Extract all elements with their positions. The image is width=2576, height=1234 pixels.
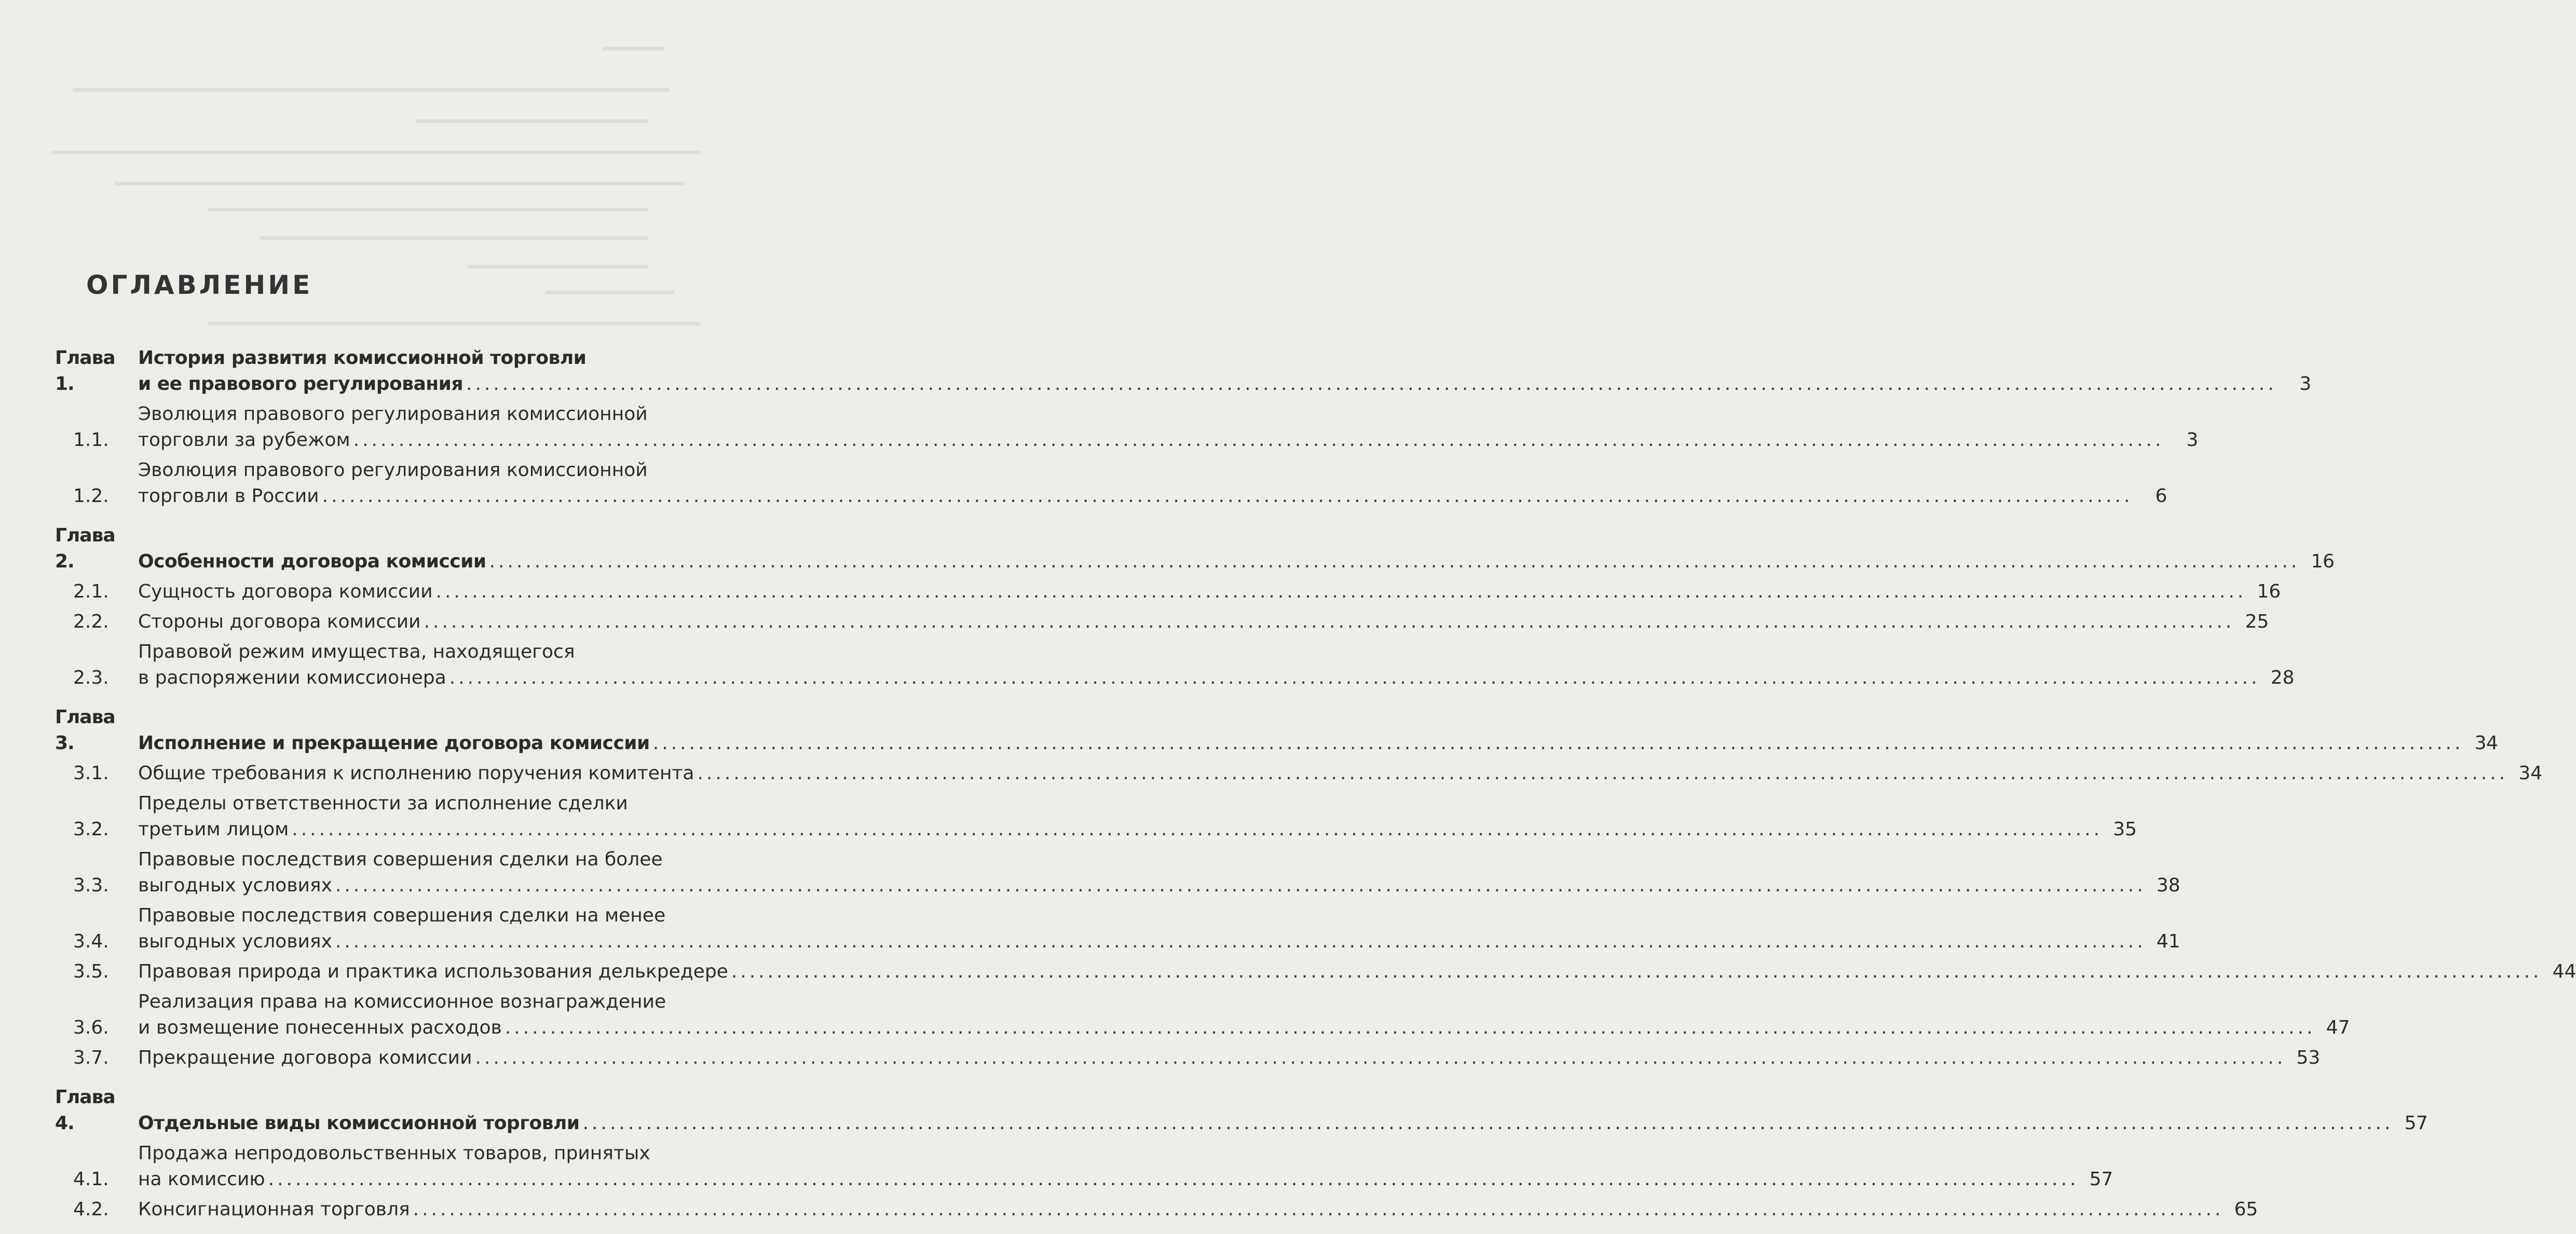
toc-entry-title: Сущность договора комиссии <box>138 581 433 602</box>
toc-entry-number: 1.1. <box>73 429 109 451</box>
toc-entry-body <box>138 639 2294 691</box>
toc-entry-number: 3.2. <box>73 819 109 840</box>
toc-entry-title: на комиссию <box>138 1169 265 1190</box>
page-number: 25 <box>2245 611 2269 632</box>
page-number: 34 <box>2518 763 2543 784</box>
toc-entry-number: 3.1. <box>73 763 109 784</box>
toc-entry-number: 3.7. <box>73 1047 109 1068</box>
page-number: 34 <box>2474 733 2498 754</box>
dot-leader: ........................................................................................................................................................................................................ <box>489 551 2300 572</box>
toc-entry-title: Правовой режим имущества, находящегося <box>138 641 575 662</box>
toc-entry-line <box>138 847 2180 873</box>
toc-entry-body <box>138 579 2281 605</box>
toc-entry-number: Глава 2. <box>55 525 115 572</box>
spacer <box>55 955 719 959</box>
spacer <box>55 575 719 579</box>
dot-leader: ........................................................................................................................................................................................................ <box>697 763 2509 784</box>
toc-entry-body <box>138 903 2180 955</box>
dot-leader: ........................................................................................................................................................................................................ <box>292 819 2103 840</box>
toc-section[interactable] <box>55 1197 2258 1223</box>
toc-entry-title: Правовые последствия совершения сделки на менее <box>138 905 666 926</box>
page-number: 35 <box>2113 819 2137 840</box>
toc-entry-body <box>138 1141 2113 1192</box>
spacer <box>55 786 719 791</box>
toc-entry-number: 2.2. <box>73 611 109 632</box>
page-number: 16 <box>2257 581 2281 602</box>
toc-entry-line <box>138 791 2137 817</box>
spacer <box>55 985 719 989</box>
toc-entry-line <box>138 579 2281 605</box>
toc-entry-line <box>138 1141 2113 1167</box>
toc-entry-title: Прекращение договора комиссии <box>138 1047 472 1068</box>
toc-entry-body <box>138 730 2498 756</box>
table-of-contents <box>55 345 2576 1223</box>
toc-entry-body <box>138 609 2269 635</box>
toc-entry-title: Реализация права на комиссионное вознаграждение <box>138 991 666 1012</box>
page-number: 53 <box>2296 1047 2321 1068</box>
spacer <box>55 843 719 847</box>
spacer <box>55 1136 719 1141</box>
dot-leader: ........................................................................................................................................................................................................ <box>268 1169 2079 1190</box>
spacer <box>55 1192 719 1197</box>
spacer <box>55 397 719 401</box>
page-number: 47 <box>2326 1017 2350 1038</box>
toc-entry-number: 2.1. <box>73 581 109 602</box>
toc-entry-number: 3.5. <box>73 961 109 982</box>
dot-leader: ........................................................................................................................................................................................................ <box>335 875 2146 896</box>
toc-entry-title: выгодных условиях <box>138 875 332 896</box>
toc-section[interactable] <box>55 1045 2321 1071</box>
spacer <box>55 635 719 639</box>
toc-section[interactable] <box>55 457 2168 509</box>
toc-entry-title: Пределы ответственности за исполнение сделки <box>138 793 628 814</box>
page-number: 57 <box>2089 1169 2114 1190</box>
toc-entry-number: 3.4. <box>73 931 109 952</box>
toc-entry-title: выгодных условиях <box>138 931 332 952</box>
dot-leader: ........................................................................................................................................................................................................ <box>505 1017 2316 1038</box>
toc-section[interactable] <box>55 989 2350 1041</box>
page-number: 41 <box>2156 931 2180 952</box>
toc-section[interactable] <box>55 609 2269 635</box>
toc-entry-number: 3.6. <box>73 1017 109 1038</box>
toc-entry-body <box>138 345 2311 397</box>
page-number: 44 <box>2552 961 2576 982</box>
toc-entry-number: 4.1. <box>73 1169 109 1190</box>
toc-entry-line <box>138 549 2334 575</box>
spacer <box>55 453 719 457</box>
toc-entry-line <box>138 371 2311 397</box>
dot-leader: ........................................................................................................................................................................................................ <box>413 1199 2224 1220</box>
spacer <box>55 1071 719 1084</box>
toc-entry-line <box>138 639 2294 665</box>
dot-leader: ........................................................................................................................................................................................................ <box>353 429 2164 451</box>
spacer <box>55 509 719 523</box>
toc-section[interactable] <box>55 903 2180 955</box>
toc-entry-line <box>138 903 2180 929</box>
toc-entry-title: Общие требования к исполнению поручения комитента <box>138 763 694 784</box>
toc-entry-number: 2.3. <box>73 667 109 688</box>
page-number: 3 <box>2299 373 2311 395</box>
toc-title: ОГЛАВЛЕНИЕ <box>86 270 313 300</box>
dot-leader: ........................................................................................................................................................................................................ <box>731 961 2542 982</box>
toc-entry-title: торговли в России <box>138 485 319 507</box>
toc-entry-body <box>138 549 2334 575</box>
toc-entry-number: 3.3. <box>73 875 109 896</box>
toc-entry-title: и ее правового регулирования <box>138 373 464 395</box>
toc-entry-number: Глава 4. <box>55 1087 115 1134</box>
toc-entry-line <box>138 1110 2428 1136</box>
toc-entry-line <box>138 959 2576 985</box>
toc-entry-line <box>138 665 2294 691</box>
spacer <box>55 1041 719 1045</box>
toc-entry-number: 1.2. <box>73 485 109 507</box>
toc-section[interactable] <box>55 959 2576 985</box>
toc-entry-line <box>138 457 2167 483</box>
toc-entry-line <box>138 1197 2258 1223</box>
dot-leader: ........................................................................................................................................................................................................ <box>466 373 2277 395</box>
toc-section[interactable] <box>55 579 2281 605</box>
toc-entry-title: Продажа непродовольственных товаров, принятых <box>138 1143 650 1164</box>
page-number: 28 <box>2270 667 2295 688</box>
dot-leader: ........................................................................................................................................................................................................ <box>335 931 2146 952</box>
toc-entry-line <box>138 1045 2320 1071</box>
dot-leader: ........................................................................................................................................................................................................ <box>582 1113 2394 1134</box>
toc-entry-line <box>138 730 2498 756</box>
page-number: 6 <box>2155 485 2168 507</box>
page-number: 65 <box>2234 1199 2258 1220</box>
dot-leader: ........................................................................................................................................................................................................ <box>435 581 2247 602</box>
toc-entry-title: Отдельные виды комиссионной торговли <box>138 1113 580 1134</box>
toc-entry-body <box>138 847 2180 899</box>
toc-entry-title: третьим лицом <box>138 819 289 840</box>
toc-entry-title: в распоряжении комиссионера <box>138 667 446 688</box>
toc-entry-line <box>138 761 2542 786</box>
toc-entry-body <box>138 1197 2258 1223</box>
toc-entry-body <box>138 989 2350 1041</box>
page-number: 57 <box>2404 1113 2428 1134</box>
toc-entry-title: Консигнационная торговля <box>138 1199 410 1220</box>
toc-entry-title: Стороны договора комиссии <box>138 611 421 632</box>
toc-entry-line <box>138 427 2198 453</box>
dot-leader: ........................................................................................................................................................................................................ <box>475 1047 2286 1068</box>
toc-entry-title: Исполнение и прекращение договора комиссии <box>138 733 650 754</box>
toc-entry-title: Эволюция правового регулирования комиссионной <box>138 459 648 481</box>
toc-chapter[interactable] <box>55 523 2335 575</box>
dot-leader: ........................................................................................................................................................................................................ <box>449 667 2260 688</box>
toc-entry-line <box>138 401 2198 427</box>
toc-entry-line <box>138 1167 2113 1192</box>
toc-section[interactable] <box>55 791 2137 843</box>
page-number: 16 <box>2311 551 2335 572</box>
dot-leader: ........................................................................................................................................................................................................ <box>424 611 2235 632</box>
dot-leader: ........................................................................................................................................................................................................ <box>322 485 2133 507</box>
dot-leader: ........................................................................................................................................................................................................ <box>652 733 2464 754</box>
toc-section[interactable] <box>55 1141 2114 1192</box>
page-number: 3 <box>2186 429 2199 451</box>
toc-entry-number: Глава 1. <box>55 347 115 395</box>
toc-entry-line <box>138 1015 2350 1041</box>
toc-entry-body <box>138 1045 2320 1071</box>
toc-entry-body <box>138 791 2137 843</box>
toc-entry-line <box>138 817 2137 843</box>
toc-entry-body <box>138 761 2542 786</box>
toc-entry-title: Особенности договора комиссии <box>138 551 486 572</box>
toc-section[interactable] <box>55 761 2543 786</box>
toc-entry-title: Правовые последствия совершения сделки на более <box>138 849 663 870</box>
toc-entry-title: Правовая природа и практика использования делькредере <box>138 961 728 982</box>
spacer <box>55 691 719 704</box>
toc-entry-body <box>138 1110 2428 1136</box>
toc-entry-body <box>138 959 2576 985</box>
toc-section[interactable] <box>55 401 2199 453</box>
toc-entry-line <box>138 345 2311 371</box>
toc-chapter[interactable] <box>55 704 2498 756</box>
toc-entry-line <box>138 929 2180 955</box>
toc-entry-line <box>138 873 2180 899</box>
toc-entry-title: и возмещение понесенных расходов <box>138 1017 502 1038</box>
toc-entry-body <box>138 401 2198 453</box>
spacer <box>55 899 719 903</box>
toc-section[interactable] <box>55 847 2180 899</box>
toc-entry-number: Глава 3. <box>55 707 115 754</box>
toc-entry-number: 4.2. <box>73 1199 109 1220</box>
toc-entry-line <box>138 483 2167 509</box>
toc-entry-line <box>138 609 2269 635</box>
toc-entry-title: торговли за рубежом <box>138 429 350 451</box>
spacer <box>55 605 719 609</box>
toc-entry-line <box>138 989 2350 1015</box>
page-number: 38 <box>2156 875 2180 896</box>
toc-entry-title: История развития комиссионной торговли <box>138 347 587 369</box>
toc-section[interactable] <box>55 639 2295 691</box>
spacer <box>55 756 719 761</box>
toc-entry-body <box>138 457 2167 509</box>
toc-chapter[interactable] <box>55 1084 2428 1136</box>
toc-entry-title: Эволюция правового регулирования комиссионной <box>138 403 648 425</box>
toc-chapter[interactable] <box>55 345 2311 397</box>
